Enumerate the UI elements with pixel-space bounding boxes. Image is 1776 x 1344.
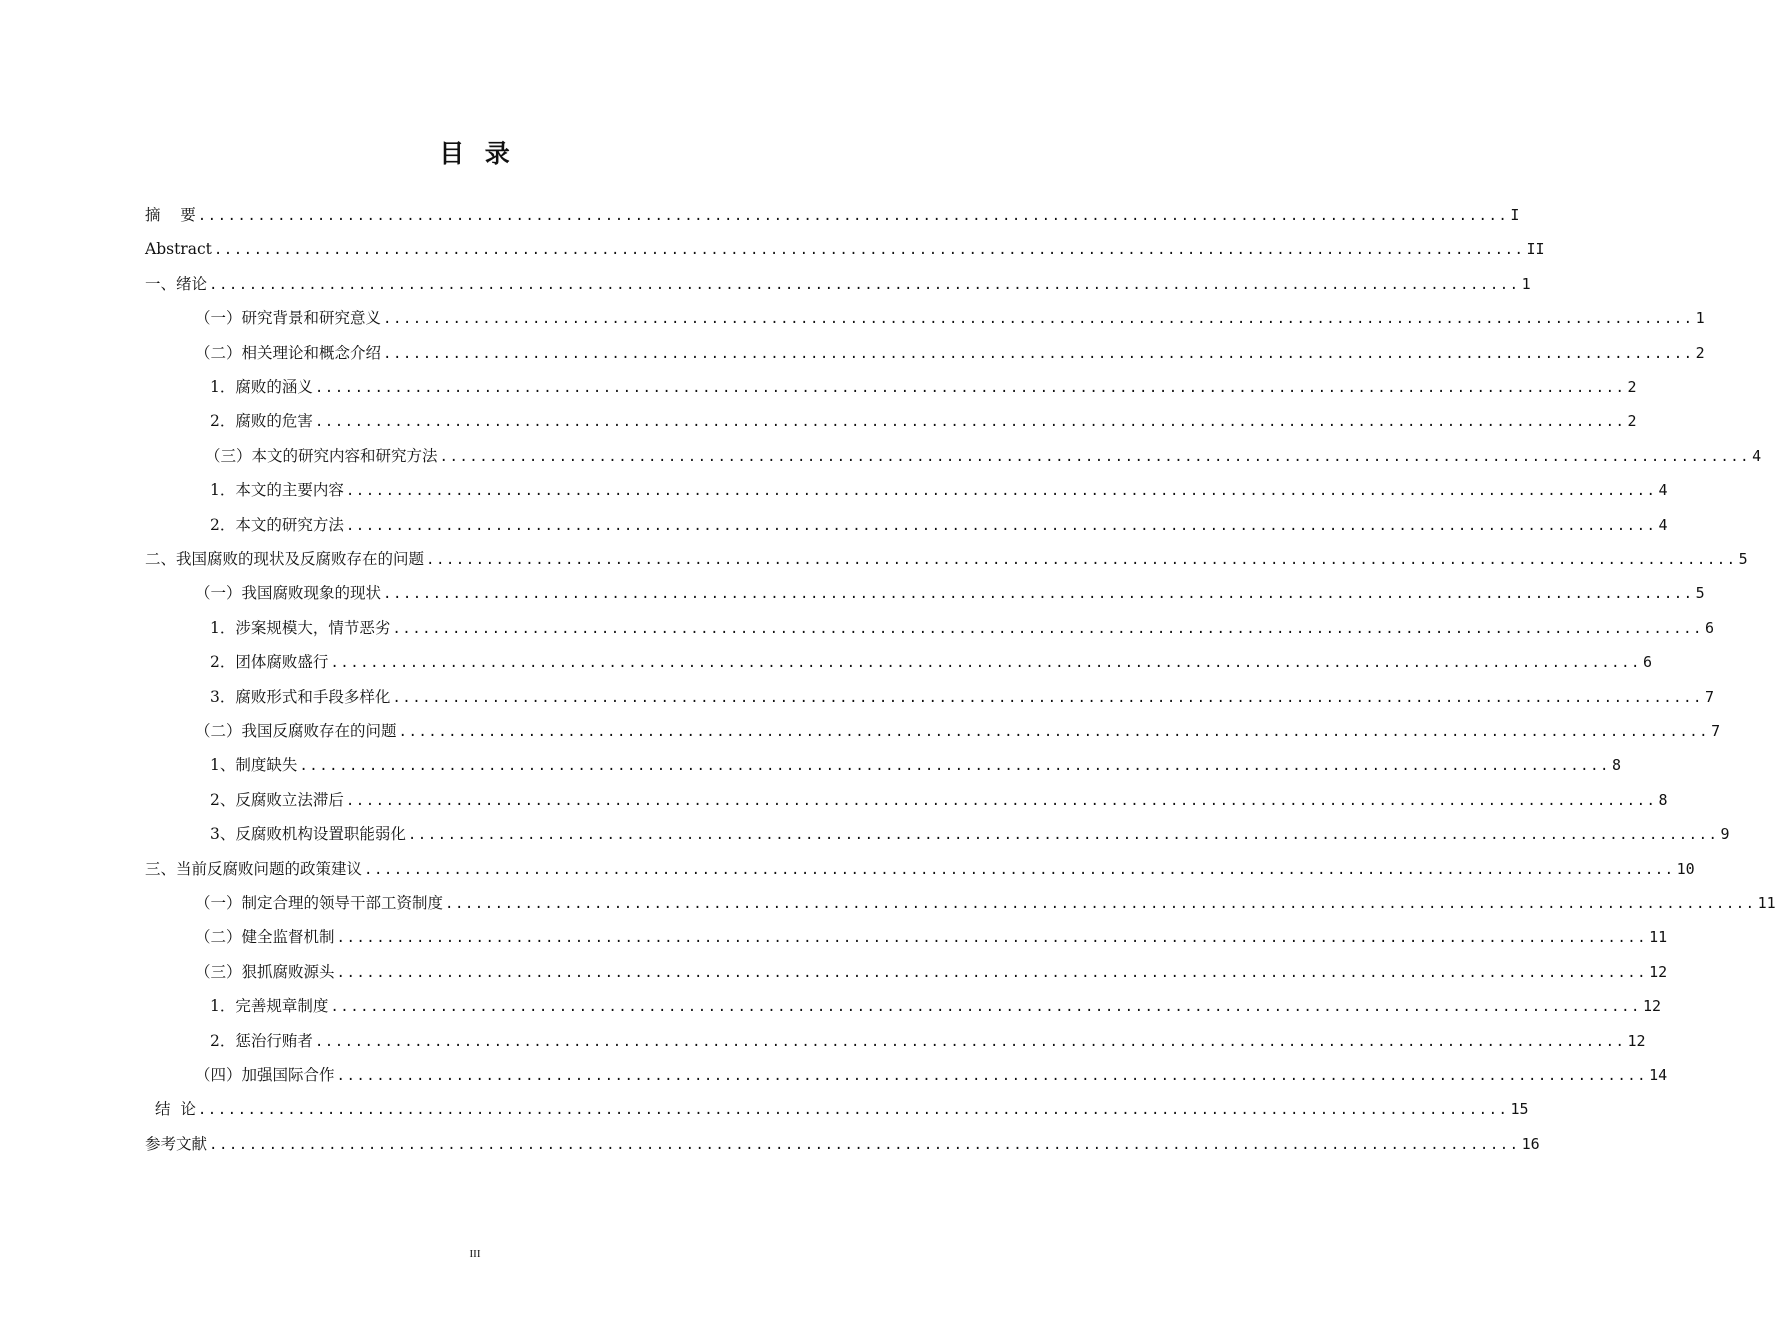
toc-entry-label: 一、绪论 [145,274,208,293]
toc-entry-label: （二）健全监督机制 [195,928,335,947]
toc-entry-label: 1．涉案规模大，情节恶劣 [210,618,391,637]
toc-entry-page-number: 7 [1711,722,1721,740]
toc-title: 目 录 [439,139,511,168]
toc-leader-dots: .................................................................................................................................... [314,380,1626,396]
toc-leader-dots: .................................................................................................................................... [345,483,1657,500]
toc-entry-label: 参考文献 [145,1134,208,1153]
toc-entry-page-number: 5 [1738,550,1748,568]
toc-entry-label: 2．团体腐败盛行 [210,653,329,672]
toc-entry-label: 1．腐败的涵义 [210,378,313,396]
toc-leader-dots: .................................................................................................................................... [426,552,1737,568]
toc-entry-page-number: 4 [1752,446,1762,465]
toc-entry-label: （四）加强国际合作 [195,1066,335,1084]
toc-leader-dots: .................................................................................................................................... [407,827,1719,844]
toc-entry-label: 3．腐败形式和手段多样化 [210,687,391,706]
toc-entry-label: 1．完善规章制度 [210,997,329,1016]
toc-leader-dots: .................................................................................................................................... [314,414,1626,431]
toc-entry-label: 2、反腐败立法滞后 [210,790,344,809]
toc-entry[interactable] [145,1127,1540,1161]
toc-leader-dots: .................................................................................................................................... [398,724,1710,740]
toc-entry[interactable] [145,852,1695,886]
toc-entry-page-number: 12 [1642,997,1662,1016]
toc-entry[interactable] [210,680,1714,714]
toc-leader-dots: .................................................................................................................................... [314,1033,1626,1050]
toc-entry-page-number: 14 [1649,1066,1668,1084]
toc-entry[interactable] [205,439,1762,473]
toc-leader-dots: .................................................................................................................................... [330,999,1641,1016]
toc-leader-dots: .................................................................................................................................... [330,655,1641,672]
toc-entry[interactable] [195,886,1776,920]
toc-entry-label: 三、当前反腐败问题的政策建议 [145,859,363,878]
toc-entry-page-number: 15 [1510,1100,1529,1119]
toc-entry-label: 2．本文的研究方法 [210,515,344,534]
toc-entry-page-number: 10 [1676,859,1695,878]
toc-entry-page-number: 1 [1695,309,1705,328]
toc-entry-page-number: 4 [1658,515,1668,534]
toc-entry-label: （一）制定合理的领导干部工资制度 [195,894,444,912]
toc-entry-label: 1、制度缺失 [210,756,298,775]
toc-entry[interactable] [210,1024,1646,1058]
toc-leader-dots: .................................................................................................................................... [336,930,1648,947]
toc-entry[interactable] [210,508,1668,542]
toc-entry-page-number: 2 [1627,412,1637,431]
toc-leader-dots: .................................................................................................................................... [392,689,1703,706]
toc-leader-dots: .................................................................................................................................... [213,242,1525,259]
toc-leader-dots: .................................................................................................................................... [336,1068,1648,1084]
toc-entry[interactable] [210,473,1668,507]
toc-entry-page-number: 16 [1521,1134,1540,1153]
toc-entry-label: （一）我国腐败现象的现状 [195,584,382,603]
toc-leader-dots: .................................................................................................................................... [445,896,1756,912]
toc-entry[interactable] [145,267,1531,301]
toc-entry-label: （一）研究背景和研究意义 [195,309,382,328]
toc-entry-label: Abstract [145,240,212,259]
toc-entry-page-number: 11 [1757,894,1776,912]
toc-entry-label: 1．本文的主要内容 [210,481,344,500]
toc-entry-page-number: II [1526,240,1545,259]
toc-entry[interactable] [210,783,1668,817]
toc-entry-label: 2．腐败的危害 [210,412,313,431]
toc-entry-page-number: 7 [1704,687,1714,706]
toc-leader-dots: .................................................................................................................................... [392,620,1703,637]
toc-entry-label: 摘 要 [145,206,196,224]
toc-entry-label: 3、反腐败机构设置职能弱化 [210,825,406,844]
toc-leader-dots: .................................................................................................................................... [209,276,1520,293]
toc-entry-label: （三）狠抓腐败源头 [195,962,335,981]
toc-entry-page-number: 8 [1611,756,1621,775]
toc-leader-dots: .................................................................................................................................... [209,1136,1520,1153]
toc-entry[interactable] [210,645,1652,679]
toc-entry-page-number: 4 [1658,481,1668,500]
toc-entry[interactable] [145,542,1748,576]
toc-entry[interactable] [195,576,1705,610]
toc-leader-dots: .................................................................................................................................... [299,758,1610,775]
toc-entry-label: 二、我国腐败的现状及反腐败存在的问题 [145,550,425,568]
toc-entry-page-number: 5 [1695,584,1705,603]
toc-entry-page-number: 6 [1704,618,1714,637]
toc-entry[interactable] [210,989,1662,1023]
toc-entry-page-number: 11 [1649,928,1668,947]
toc-entry-page-number: 8 [1658,790,1668,809]
toc-entry[interactable] [210,611,1714,645]
toc-leader-dots: .................................................................................................................................... [345,792,1657,809]
page-number: III [469,1248,481,1260]
toc-entry[interactable] [155,1092,1529,1126]
toc-entry-label: （二）相关理论和概念介绍 [195,343,382,362]
toc-entry-label: 2．惩治行贿者 [210,1031,313,1050]
toc-entry-page-number: 12 [1627,1031,1646,1050]
toc-entry-page-number: 1 [1521,274,1531,293]
toc-leader-dots: .................................................................................................................................... [197,208,1509,224]
toc-entry[interactable] [195,955,1668,989]
toc-entry[interactable] [210,370,1637,404]
toc-entry-label: （三）本文的研究内容和研究方法 [205,446,438,465]
toc-entry-page-number: 12 [1649,962,1668,981]
toc-entry-page-number: I [1510,206,1520,224]
toc-leader-dots: .................................................................................................................................... [197,1102,1509,1119]
toc-entry[interactable] [195,920,1668,954]
toc-leader-dots: .................................................................................................................................... [439,448,1751,465]
toc-entry-page-number: 2 [1627,378,1637,396]
toc-entry[interactable] [145,198,1520,232]
toc-entry[interactable] [210,404,1637,438]
toc-entry[interactable] [210,817,1730,851]
toc-entry-page-number: 2 [1695,343,1705,362]
toc-entry[interactable] [195,336,1705,370]
toc-entry[interactable] [195,1058,1668,1092]
toc-leader-dots: .................................................................................................................................... [336,964,1648,981]
toc-leader-dots: .................................................................................................................................... [383,345,1694,362]
toc-entry-label: 结 论 [155,1100,196,1119]
toc-entry-label: （二）我国反腐败存在的问题 [195,722,397,740]
toc-entry[interactable] [210,748,1621,782]
toc-entry[interactable] [145,232,1545,266]
toc-leader-dots: .................................................................................................................................... [364,861,1675,878]
toc-leader-dots: .................................................................................................................................... [383,586,1694,603]
toc-entry[interactable] [195,714,1721,748]
toc-leader-dots: .................................................................................................................................... [345,517,1657,534]
toc-entry-page-number: 6 [1642,653,1652,672]
toc-entry-page-number: 9 [1720,825,1730,844]
toc-leader-dots: .................................................................................................................................... [383,311,1694,328]
toc-entry[interactable] [195,301,1705,335]
